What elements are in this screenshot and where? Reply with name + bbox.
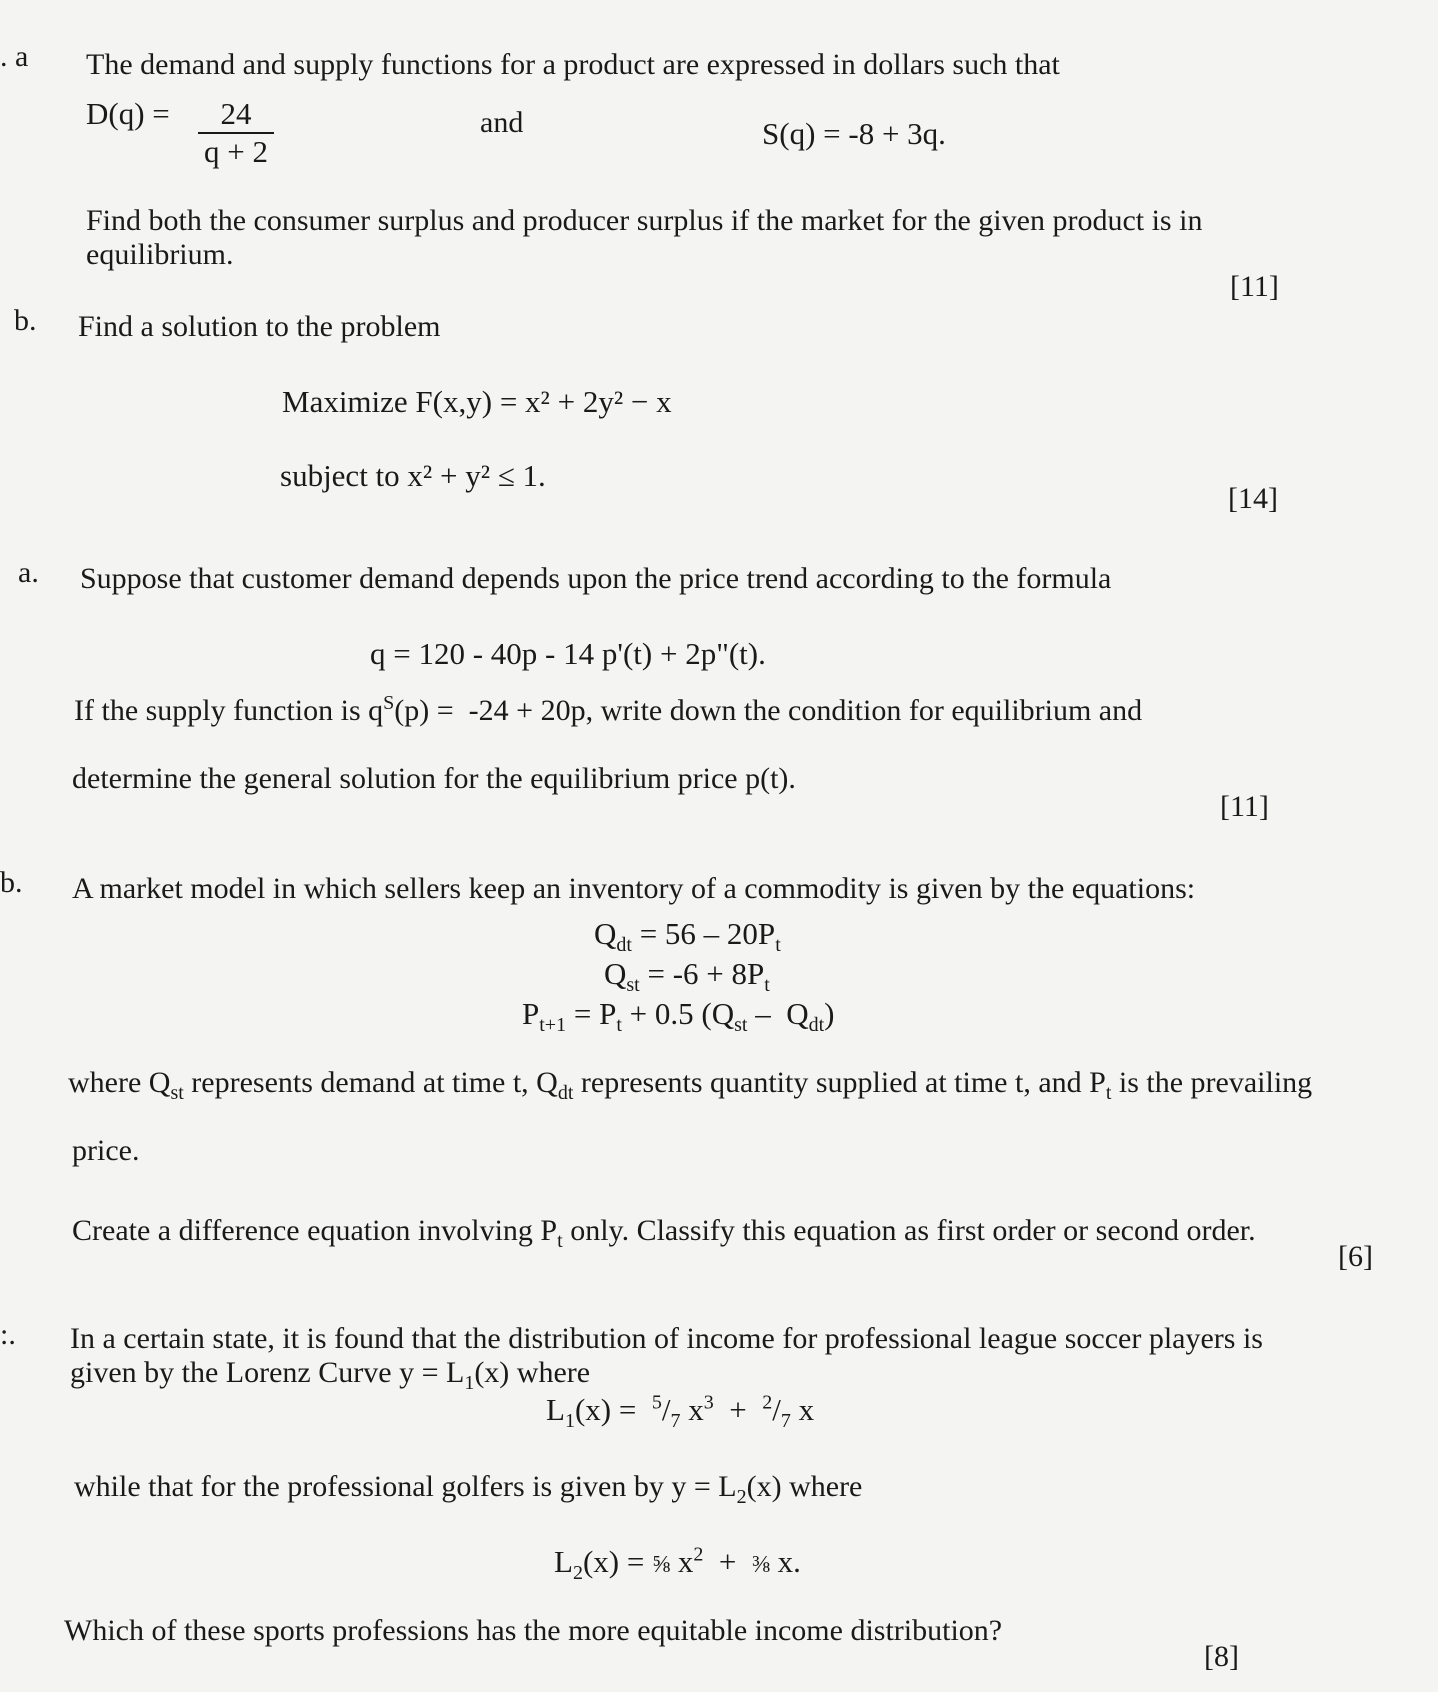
q2a-intro: Suppose that customer demand depends upon the price trend according to the formula xyxy=(80,562,1112,595)
q2a-supply-line: If the supply function is $q^S(p) = -24 + 20p$, write down the condition for equilibrium and xyxy=(74,692,1143,727)
q2b-label: b. xyxy=(0,866,23,899)
q1b-intro: Find a solution to the problem xyxy=(78,310,441,343)
q1b-objective: Maximize F(x,y) = x² + 2y² − x xyxy=(282,384,672,419)
q2a-formula: q = 120 - 40p - 14 p'(t) + 2p"(t). xyxy=(370,636,766,671)
q2c-intro-line1: In a certain state, it is found that the distribution of income for professional league soccer players is xyxy=(70,1322,1263,1355)
q1a-intro: The demand and supply functions for a product are expressed in dollars such that xyxy=(86,48,1060,81)
q1b-marks: [14] xyxy=(1228,482,1278,515)
q2c-label: :. xyxy=(0,1318,16,1351)
q2c-l1: $L_1(x) = ^5/_7$ $x^3 + ^2/_7$ x xyxy=(546,1391,815,1433)
q1a-demand-numerator: 24 xyxy=(198,96,274,134)
q2b-eq3: $P_{t+1} = P_t + 0.5$ $(Q_{st} - Q_{dt})$ xyxy=(522,996,835,1037)
q1a-and: and xyxy=(480,106,524,139)
q2c-intro-line2: given by the Lorenz Curve $y = L_1(x)$ where xyxy=(70,1356,591,1394)
q2c-l2: $L_2(x)$ = ⅝ $x^2$ + ⅜ x. xyxy=(554,1543,801,1585)
q1b-label: b. xyxy=(14,304,37,337)
q1a-supply: S(q) = -8 + 3q. xyxy=(762,116,946,151)
q1a-question-line1: Find both the consumer surplus and producer surplus if the market for the given product is in xyxy=(86,204,1203,237)
q2b-marks: [6] xyxy=(1338,1240,1373,1273)
q2a-label: a. xyxy=(18,556,39,589)
q1a-label: . a xyxy=(0,40,29,73)
q2b-eq2: $Q_{st} = -6 + 8P_t$ xyxy=(604,956,770,997)
q2a-determine-line: determine the general solution for the equilibrium price p(t). xyxy=(72,762,796,795)
q1a-demand-fraction xyxy=(198,96,274,170)
q2b-task: Create a difference equation involving $P_t$ only. Classify this equation as first order or second order. xyxy=(72,1214,1256,1252)
q1a-marks: [11] xyxy=(1230,270,1279,303)
q2b-eq1: $Q_{dt} = 56 - 20P_t$ xyxy=(594,916,781,957)
q2b-price-word: price. xyxy=(72,1134,140,1167)
q1a-question-line2: equilibrium. xyxy=(86,238,234,271)
q2c-question: Which of these sports professions has the more equitable income distribution? xyxy=(64,1614,1003,1647)
q2b-where-line: where $Q_{st}$ represents demand at time t, $Q_{dt}$ represents quantity supplied at time t, and $P_t$ is the prevailing xyxy=(68,1066,1313,1104)
q1a-demand-lhs: D(q) = xyxy=(86,96,170,131)
q2b-intro: A market model in which sellers keep an inventory of a commodity is given by the equations: xyxy=(72,872,1196,905)
q1b-constraint: subject to x² + y² ≤ 1. xyxy=(280,458,546,493)
q2a-marks: [11] xyxy=(1220,790,1269,823)
q1a-demand-denominator: q + 2 xyxy=(204,134,268,169)
q2c-golf-line: while that for the professional golfers is given by $y = L_2(x)$ where xyxy=(74,1470,863,1508)
q2c-marks: [8] xyxy=(1204,1640,1239,1673)
